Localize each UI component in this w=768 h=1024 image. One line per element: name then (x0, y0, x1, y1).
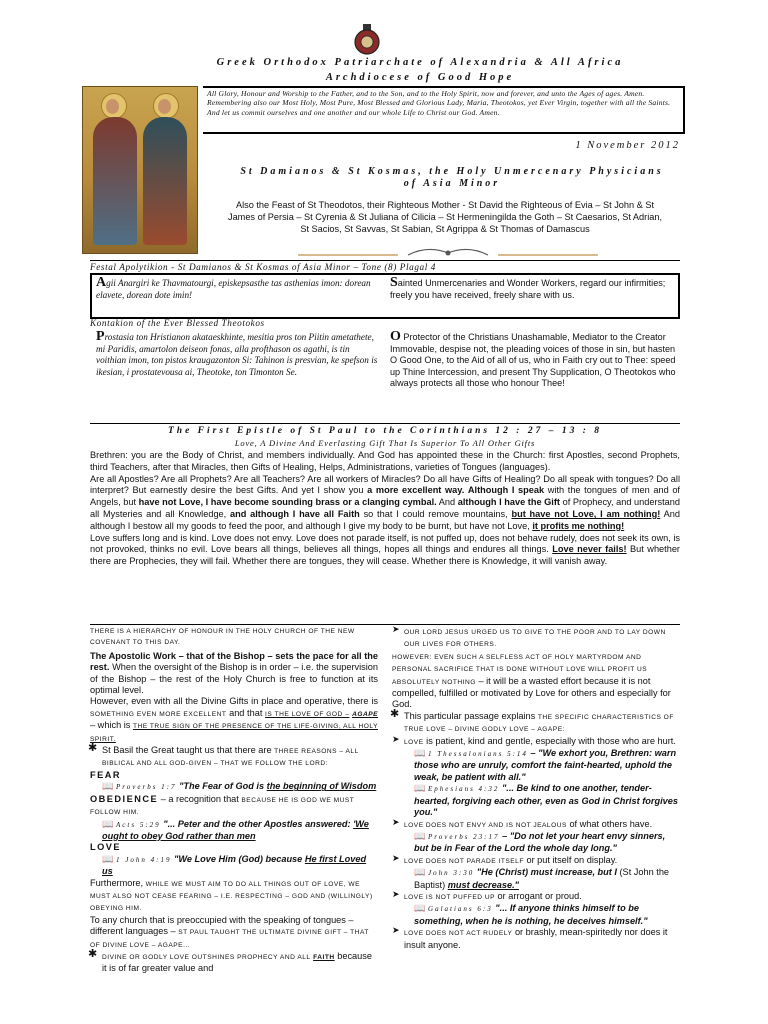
galatians-quote-text: "... If anyone thinks himself to be something, when he is nothing, he deceives himself." (414, 903, 648, 926)
saints-icon-image (82, 86, 198, 254)
thessalonians-quote-text: – "We exhort you, Brethren: warn those who are unruly, comfort the faint-hearted, uphold the weak, be patient with all." (414, 748, 677, 782)
love-not-parade-item (392, 852, 680, 867)
epistle-bold: but have not Love, I am nothing! (511, 508, 661, 519)
dropcap: S (390, 275, 398, 290)
epistle-body (90, 450, 680, 568)
church-text: To any church that is preoccupied with the speaking of tongues – different languages – (90, 914, 354, 937)
book-icon: 📖 (102, 853, 114, 864)
epistle-p2 (90, 474, 680, 533)
ornament-divider (298, 245, 598, 259)
book-icon: 📖 (414, 903, 426, 914)
love-quote-text: "We Love Him (God) because (174, 853, 303, 864)
kontakion-heading: Kontakion of the Ever Blessed Theotokos (90, 318, 265, 328)
epistle-bold: and although I have all Faith (230, 508, 360, 519)
epistle-text: with the tongues of men and of Angels, but (90, 485, 680, 508)
apolytikion-heading: Festal Apolytikion - St Damianos & St Kosmas of Asia Minor – Tone (8) Plagal 4 (90, 262, 436, 272)
john-reference: John 3:30 (428, 869, 475, 878)
epistle-text: Love suffers long and is kind. Love does not envy. Love does not parade itself, is not puffed up, does not behave rudely, does not seek its own, is not provoked, thinks no evil. Love bears all things, believes all things, hopes all things and endures all things. (90, 532, 680, 555)
not-rude-smallcaps: LOVE DOES NOT ACT RUDELY (404, 930, 513, 938)
love-smallcaps: LOVE (404, 738, 424, 746)
apolytikion-english-text: ainted Unmercenaries and Wonder Workers, regard our infirmities; freely you have received, freely share with us. (390, 278, 666, 300)
epistle-p1: Brethren: you are the Body of Christ, and members individually. And God has appointed these in the Church: first Apostles, second Prophets, third Teachers, after that Miracles, then Gifts of Healing, Helps, Administrations, varieties of Tongues (languages). (90, 450, 680, 472)
fear-quote (90, 781, 378, 793)
hierarchy-line: THERE IS A HIERARCHY OF HONOUR IN THE HOLY CHURCH OF THE NEW COVENANT TO THIS DAY. (90, 628, 355, 647)
book-icon: 📖 (414, 867, 426, 878)
other-feasts-line2: James of Persia – St Cyrenia & St Juliana of Cilicia – St Hermeningilda the Goth – St Caesarios, St Adrian, (227, 212, 663, 222)
not-envy-text: of what others have. (569, 818, 653, 829)
obedience-paragraph (90, 794, 378, 819)
passage-text: This particular passage explains (404, 710, 536, 721)
love-reference: 1 John 4:19 (116, 855, 172, 864)
book-icon: 📖 (414, 830, 426, 841)
dropcap: O (390, 329, 401, 344)
obedience-text: – a recognition that (160, 793, 239, 804)
epistle-text: Are all Apostles? Are all Prophets? Are all Teachers? Are all workers of Miracles? Do all have Gifts of Healing? Do all speak with tongues? Do all interpret? But earnestly desire the best Gifts. And yet I show you (90, 473, 680, 496)
other-feasts-line1: Also the Feast of St Theodotos, their Righteous Mother - St David the Righteous of Evia – St John & St (235, 200, 655, 210)
obedience-smallcaps: BECAUSE HE IS GOD WE MUST FOLLOW HIM. (90, 796, 355, 817)
archdiocese-title: Archdiocese of Good Hope (325, 72, 515, 83)
love-not-envy-item (392, 816, 680, 831)
not-rude-text: or brashly, mean-spiritedly nor does it insult anyone. (404, 927, 668, 950)
obedience-reference: Acts 5:29 (116, 820, 161, 829)
apolytikion-translit-text: gii Anargiri ke Thavmatourgi, episkepsasthe tas asthenias imon: dorean elavete, dorean dote imin! (96, 278, 371, 300)
commentary-right-column (392, 626, 680, 951)
asterisk-bullet-icon: ✱ (390, 707, 400, 720)
agape-word: AGAPE (352, 710, 379, 718)
however-smallcaps: THE TRUE SIGN OF THE PRESENCE OF THE LIFE-GIVING, ALL HOLY SPIRIT. (90, 723, 378, 743)
epistle-text: And (438, 497, 456, 508)
thessalonians-quote (392, 748, 680, 783)
proverbs-quote (392, 831, 680, 855)
love-patient-text: is patient, kind and gentle, especially with those who are hurt. (426, 735, 676, 746)
fear-quote-text: "The Fear of God is (179, 781, 265, 792)
however-paragraph (90, 696, 378, 745)
furthermore-paragraph (90, 878, 378, 915)
doxology-text: All Glory, Honour and Worship to the Father, and to the Son, and to the Holy Spirit, now and forever, and unto the Ages of ages. Amen. Remembering also our Most Holy, Most Pure, Most Blessed and Glorious Lady, Maria, Theotokos, yet Ever Virgin, together with all the Saints. And let us commit ourselves and one another and our whole Life to Christ our God. Amen. (207, 89, 671, 117)
apostolic-paragraph (90, 651, 378, 697)
passage-explains-item (390, 707, 680, 736)
obedience-quote (90, 819, 378, 843)
epistle-text: of Prophecy, and understand all Mysteries and all Knowledge, (90, 497, 680, 519)
not-parade-smallcaps: LOVE DOES NOT PARADE ITSELF (404, 857, 524, 865)
arrow-bullet-icon: ➤ (392, 733, 400, 744)
other-feasts-line3: St Sacios, St Savvas, St Sabian, St Agrippa & St Thomas of Damascus (300, 224, 590, 234)
book-icon: 📖 (414, 748, 426, 759)
asterisk-bullet-icon: ✱ (88, 742, 98, 755)
divine-text: because it is of far greater value and (102, 950, 372, 974)
arrow-bullet-icon: ➤ (392, 816, 400, 827)
epistle-text: But whether there are Prophecies, they will fail. Whether there are tongues, they will cease. Whether there is Knowledge, it will vanish away. (90, 544, 680, 567)
however-smallcaps: IS THE LOVE OF GOD – (265, 710, 350, 718)
love-patient-item (392, 733, 680, 748)
however-smallcaps: SOMETHING EVEN MORE EXCELLENT (90, 710, 227, 718)
furthermore-text: Furthermore, (90, 877, 144, 888)
not-envy-smallcaps: LOVE DOES NOT ENVY AND IS NOT JEALOUS (404, 821, 567, 829)
love-not-rude-item (392, 927, 680, 951)
love-quote (90, 854, 378, 878)
john-quote-underlined: must decrease." (447, 879, 519, 890)
basil-text: St Basil the Great taught us that there are (102, 745, 272, 756)
patriarchate-title: Greek Orthodox Patriarchate of Alexandria & All Africa (216, 57, 624, 68)
epistle-bold: although I have the Gift (457, 497, 560, 508)
proverbs-quote-text: – "Do not let your heart envy sinners, but be in Fear of the Lord the whole day long." (414, 830, 666, 854)
thessalonians-reference: 1 Thessalonians 5:14 (428, 750, 528, 759)
doxology-box (203, 86, 685, 134)
fear-quote-underlined: the beginning of Wisdom (266, 781, 377, 792)
epistle-p3 (90, 533, 680, 568)
john-quote-text: "He (Christ) must increase, but I (476, 867, 617, 878)
fear-reference: Proverbs 1:7 (116, 783, 177, 792)
feast-title-line2: of Asia Minor (403, 178, 501, 189)
epistle-text: so that I could remove mountains, (363, 508, 508, 519)
divine-smallcaps: DIVINE OR GODLY LOVE OUTSHINES PROPHECY AND ALL (102, 953, 311, 961)
not-puffed-text: or arrogant or proud. (497, 890, 582, 901)
church-paragraph (90, 915, 378, 951)
arrow-bullet-icon: ➤ (392, 852, 400, 863)
apostolic-bold: The Apostolic Work – that of the Bishop – sets the pace for all the rest. (90, 650, 378, 673)
kontakion-transliteration (96, 331, 378, 378)
dropcap: A (96, 275, 107, 290)
epistle-bold: a more excellent way. (367, 485, 465, 496)
apolytikion-transliteration (96, 277, 380, 301)
arrow-bullet-icon: ➤ (392, 624, 400, 634)
ephesians-quote (392, 783, 680, 818)
however-martyrdom-paragraph (392, 651, 680, 711)
epistle-text: And although I bestow all my goods to feed the poor, and although I give my body to be burnt, but have not Love, (90, 508, 680, 531)
asterisk-bullet-icon: ✱ (88, 947, 98, 960)
other-feasts (205, 199, 685, 235)
not-parade-text: or put itself on display. (526, 854, 618, 865)
epistle-title: The First Epistle of St Paul to the Corinthians 12 : 27 – 13 : 8 (167, 426, 603, 436)
obedience-heading: OBEDIENCE (90, 793, 159, 804)
however-text: However, even with all the Divine Gifts in place and operative, there is (90, 696, 378, 707)
epistle-bold: Love never fails! (552, 544, 627, 555)
date: 1 November 2012 (575, 140, 680, 151)
kontakion-english (390, 331, 676, 390)
book-icon: 📖 (102, 818, 114, 829)
obedience-quote-text: "... Peter and the other Apostles answered: (163, 818, 351, 829)
book-icon: 📖 (102, 781, 114, 792)
church-smallcaps: ST PAUL TAUGHT THE ULTIMATE DIVINE GIFT – THAT OF DIVINE LOVE – AGAPE... (90, 929, 369, 949)
apostolic-rest: When the oversight of the Bishop is in order – i.e. the supervision of the Bishop – the rest of the Holy Church is free to function at its optimal level. (90, 662, 378, 696)
galatians-reference: Galatians 6:3 (428, 905, 493, 914)
not-puffed-smallcaps: LOVE IS NOT PUFFED UP (404, 893, 495, 901)
give-to-poor-text: OUR LORD JESUS URGED US TO GIVE TO THE POOR AND TO LAY DOWN OUR LIVES FOR OTHERS. (404, 629, 666, 649)
basil-paragraph (88, 742, 378, 770)
book-icon: 📖 (414, 783, 426, 794)
epistle-bold: have not Love, I have become sounding brass or a clanging cymbal. (138, 497, 437, 508)
epistle-bold: Although I speak (467, 485, 545, 496)
basil-smallcaps: THREE REASONS – ALL BIBLICAL AND ALL GOD-GIVEN – THAT WE FOLLOW THE LORD: (102, 748, 359, 768)
commentary-left-column (90, 626, 378, 975)
kontakion-translit-text: rostasia ton Hristianon akataeskhinte, mesitia pros ton Piitin ametathete, mi Paridis, amartolon deiseon fonas, alla profthason os agathi, is tin voithian imon, ton pistos kraugazonton Si: Tahinon is presvian, ke spefson is ikesian, i prostatevousa ai, Theotoke, ton Timonton Se. (96, 332, 378, 377)
epistle-bold: it profits me nothing! (532, 520, 625, 531)
apolytikion-english (390, 277, 672, 301)
ephesians-quote-text: "... Be kind to one another, tender-hearted, forgiving each other, even as God in Christ forgives you." (414, 783, 678, 818)
furthermore-smallcaps: WHILE WE MUST AIM TO DO ALL THINGS OUT OF LOVE, WE MUST ALSO NOT CEASE FEARING – I.E. RESPECTING – GOD AND (WILLINGLY) OBEYING HIM. (90, 880, 373, 913)
john-quote (392, 867, 680, 891)
arrow-bullet-icon: ➤ (392, 925, 400, 936)
fear-heading: FEAR (90, 769, 122, 780)
dropcap: P (96, 329, 105, 344)
passage-smallcaps: THE SPECIFIC CHARACTERISTICS OF TRUE LOVE – DIVINE GODLY LOVE – AGAPE: (404, 713, 674, 734)
martyrdom-text: – it will be a wasted effort because it is not compelled, fulfilled or motivated by Love for others and especially for God. (392, 675, 671, 710)
ephesians-reference: Ephesians 4:32 (428, 785, 500, 794)
divine-love-paragraph (88, 947, 378, 975)
however-text: and that (229, 707, 263, 718)
kontakion-english-text: Protector of the Christians Unashamable, Mediator to the Creator Immovable, despise not, the pleading voices of those in sin, but hasten O Good One, to the Aid of all of us, who in Faith cry out to Thee: speed up Thine Intercession, and present Thy Supplication, O Theotokos who always protects all those who honour Thee! (390, 332, 676, 389)
proverbs-reference: Proverbs 23:17 (428, 832, 500, 841)
galatians-quote (392, 903, 680, 927)
arrow-bullet-icon: ➤ (392, 888, 400, 899)
martyrdom-smallcaps: HOWEVER: EVEN SUCH A SELFLESS ACT OF HOLY MARTYRDOM AND PERSONAL SACRIFICE THAT IS DONE WITHOUT LOVE WILL PROFIT US ABSOLUTELY NOTHING (392, 653, 648, 686)
love-not-puffed-item (392, 888, 680, 903)
faith-word: FAITH (313, 953, 335, 961)
patriarchate-crest-icon (352, 24, 382, 56)
john-quote-aside: (St John the Baptist) (414, 867, 670, 890)
feast-title-line1: St Damianos & St Kosmas, the Holy Unmercenary Physicians (240, 166, 664, 177)
give-to-poor-item (392, 626, 680, 651)
however-text: – which is (90, 720, 131, 731)
obedience-quote-underlined: 'We ought to obey God rather than men (102, 818, 369, 841)
love-quote-underlined: He first Loved us (102, 853, 367, 877)
love-heading: LOVE (90, 842, 122, 853)
epistle-subtitle: Love, A Divine And Everlasting Gift That Is Superior To All Other Gifts (234, 438, 536, 448)
